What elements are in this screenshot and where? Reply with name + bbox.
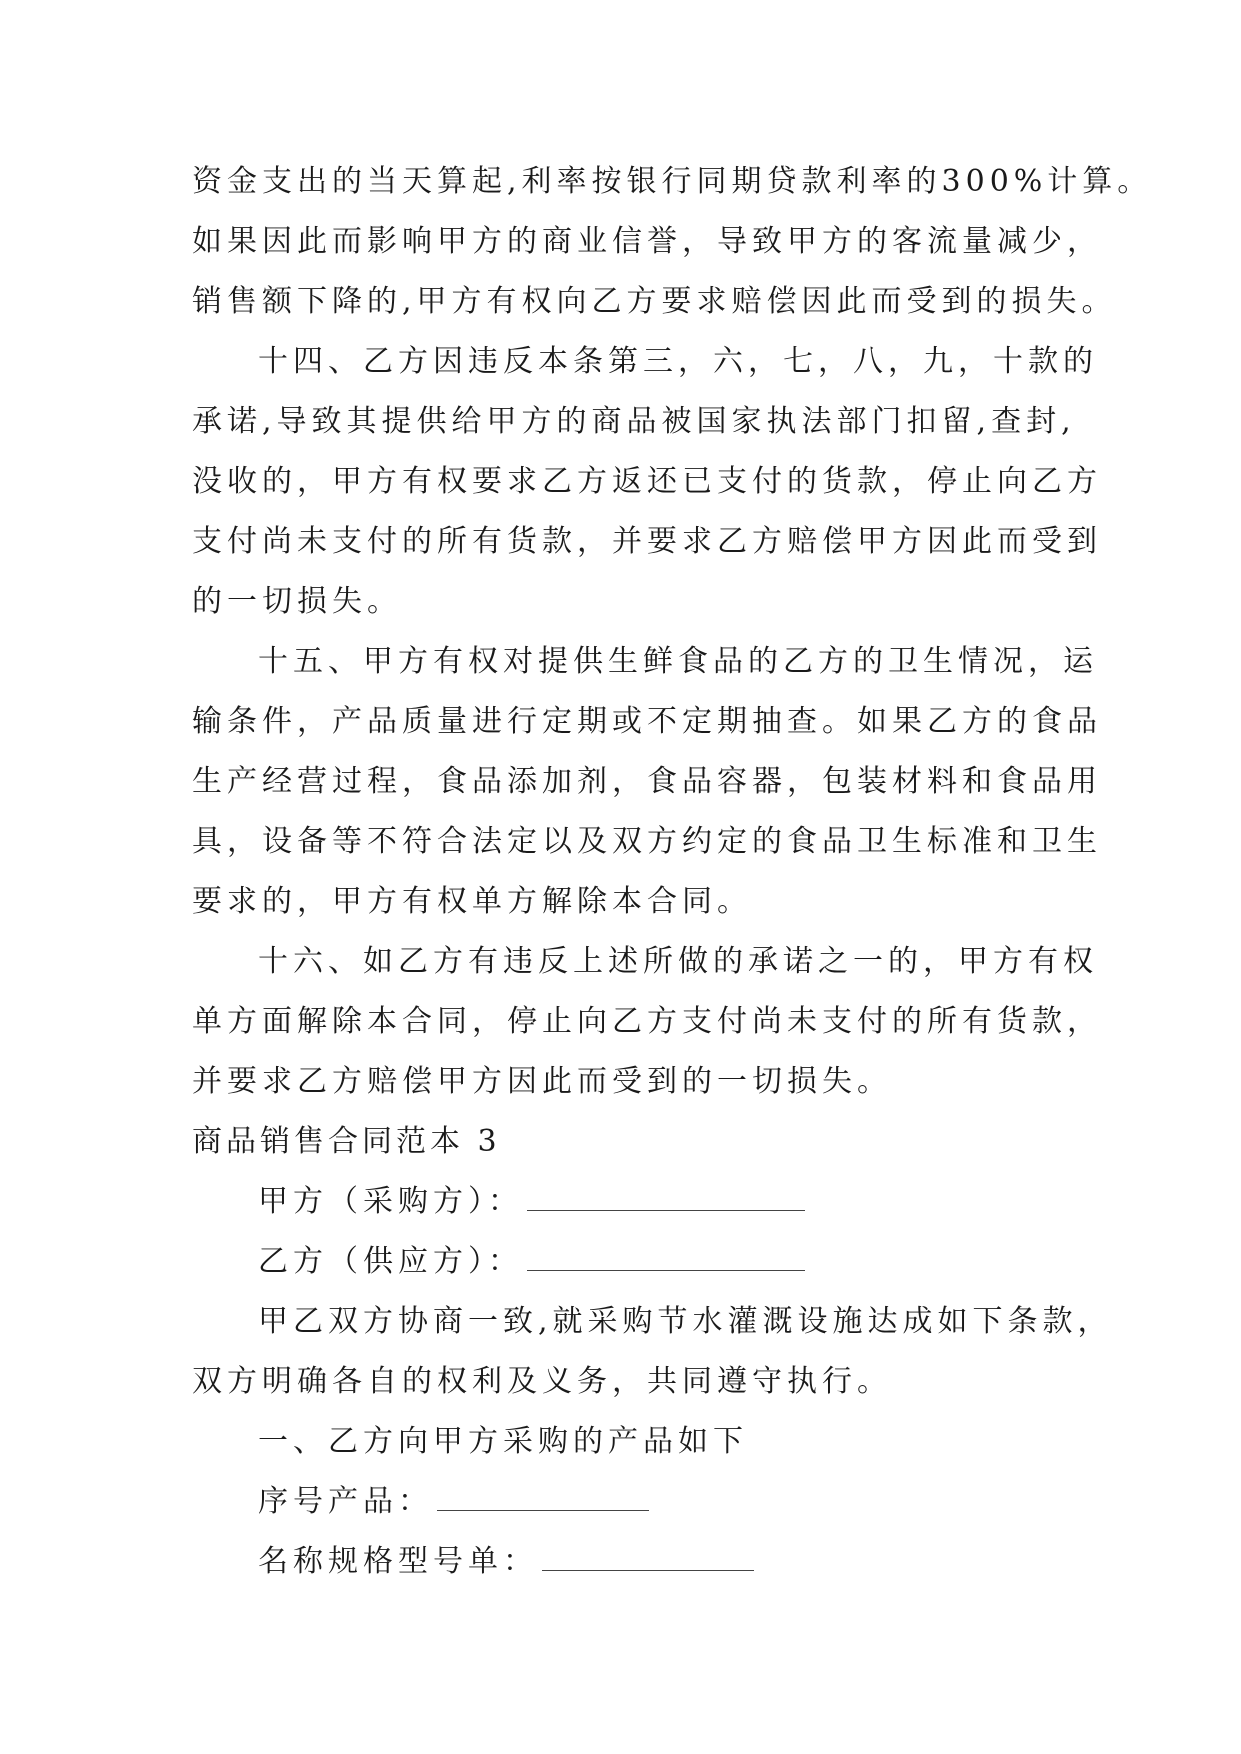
party-a-blank[interactable] (527, 1184, 805, 1211)
section-title: 商品销售合同范本 3 (192, 1124, 501, 1159)
serial-product-blank[interactable] (437, 1484, 649, 1511)
paragraph-line: 如果因此而影响甲方的商业信誉，导致甲方的客流量减少， (192, 224, 1102, 259)
clause-15-line: 生产经营过程，食品添加剂，食品容器，包装材料和食品用 (192, 764, 1102, 799)
clause-1-heading: 一、乙方向甲方采购的产品如下 (258, 1424, 748, 1459)
clause-15-line: 十五、甲方有权对提供生鲜食品的乙方的卫生情况，运 (258, 644, 1098, 679)
paragraph-line: 销售额下降的,甲方有权向乙方要求赔偿因此而受到的损失。 (192, 284, 1117, 319)
name-spec-row (258, 1542, 754, 1582)
name-spec-label: 名称规格型号单： (258, 1544, 538, 1579)
clause-16-line: 十六、如乙方有违反上述所做的承诺之一的，甲方有权 (258, 944, 1098, 979)
party-b-row (258, 1242, 805, 1282)
clause-15-line: 具，设备等不符合法定以及双方约定的食品卫生标准和卫生 (192, 824, 1102, 859)
intro-line: 双方明确各自的权利及义务，共同遵守执行。 (192, 1364, 892, 1399)
paragraph-line: 资金支出的当天算起,利率按银行同期贷款利率的300%计算。 (192, 164, 1153, 199)
name-spec-blank[interactable] (542, 1544, 754, 1571)
intro-line: 甲乙双方协商一致,就采购节水灌溉设施达成如下条款， (258, 1304, 1113, 1339)
serial-product-row (258, 1482, 649, 1522)
party-b-label: 乙方（供应方）： (258, 1244, 523, 1279)
clause-15-line: 要求的，甲方有权单方解除本合同。 (192, 884, 752, 919)
clause-14-line: 支付尚未支付的所有货款，并要求乙方赔偿甲方因此而受到 (192, 524, 1102, 559)
party-a-row (258, 1182, 805, 1222)
clause-14-line: 十四、乙方因违反本条第三，六，七，八，九，十款的 (258, 344, 1098, 379)
clause-15-line: 输条件，产品质量进行定期或不定期抽查。如果乙方的食品 (192, 704, 1102, 739)
serial-product-label: 序号产品： (258, 1484, 433, 1519)
party-b-blank[interactable] (527, 1244, 805, 1271)
party-a-label: 甲方（采购方）： (258, 1184, 523, 1219)
clause-14-line: 没收的，甲方有权要求乙方返还已支付的货款，停止向乙方 (192, 464, 1102, 499)
clause-16-line: 单方面解除本合同，停止向乙方支付尚未支付的所有货款， (192, 1004, 1102, 1039)
clause-14-line: 承诺,导致其提供给甲方的商品被国家执法部门扣留,查封, (192, 404, 1076, 439)
clause-14-line: 的一切损失。 (192, 584, 402, 619)
clause-16-line: 并要求乙方赔偿甲方因此而受到的一切损失。 (192, 1064, 892, 1099)
